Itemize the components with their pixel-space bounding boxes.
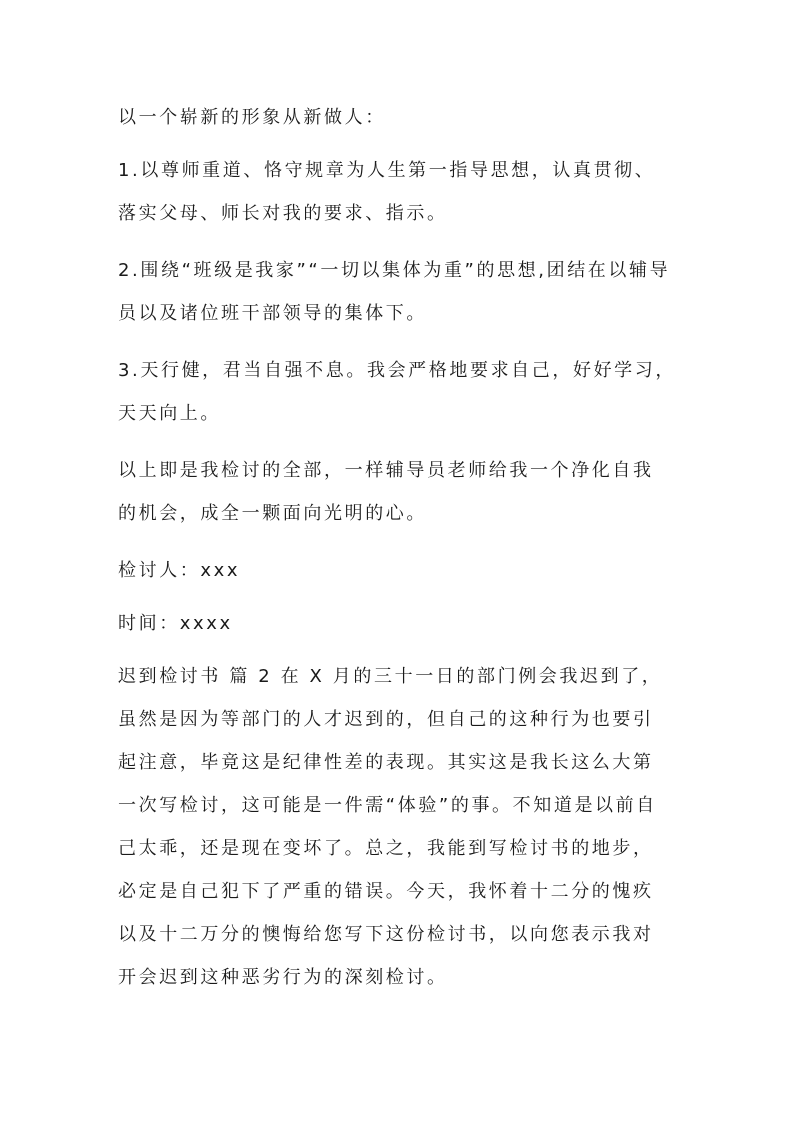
- text-line: 检讨人：xxx: [118, 560, 241, 581]
- text-line: 1.以尊师重道、恪守规章为人生第一指导思想，认真贯彻、: [118, 160, 656, 181]
- text-line: 2.围绕“班级是我家”“一切以集体为重”的思想,团结在以辅导: [118, 260, 671, 281]
- text-line: 天天向上。: [118, 403, 221, 424]
- text-line: 3.天行健，君当自强不息。我会严格地要求自己，好好学习，: [118, 360, 676, 381]
- item-2: [118, 249, 676, 335]
- signer: [118, 549, 676, 592]
- text-line: 必定是自己犯下了严重的错误。今天，我怀着十二分的愧疚: [118, 881, 654, 902]
- text-line: 以一个崭新的形象从新做人：: [118, 107, 386, 128]
- text-line: 员以及诸位班干部领导的集体下。: [118, 303, 427, 324]
- item-3: [118, 349, 676, 435]
- text-line: 虽然是因为等部门的人才迟到的，但自己的这种行为也要引: [118, 709, 654, 730]
- text-line: 的机会，成全一颗面向光明的心。: [118, 503, 427, 524]
- article-2: [118, 655, 676, 999]
- document-body: [118, 96, 676, 1013]
- item-1: [118, 149, 676, 235]
- conclusion: [118, 449, 676, 535]
- date: [118, 602, 676, 645]
- text-line: 起注意，毕竟这是纪律性差的表现。其实这是我长这么大第: [118, 752, 654, 773]
- text-line: 一次写检讨，这可能是一件需“体验”的事。不知道是以前自: [118, 795, 657, 816]
- text-line: 迟到检讨书 篇 2 在 X 月的三十一日的部门例会我迟到了，: [118, 666, 663, 687]
- text-line: 时间：xxxx: [118, 613, 233, 634]
- intro-line: [118, 96, 676, 139]
- text-line: 开会迟到这种恶劣行为的深刻检讨。: [118, 967, 448, 988]
- text-line: 落实父母、师长对我的要求、指示。: [118, 203, 448, 224]
- text-line: 己太乖，还是现在变坏了。总之，我能到写检讨书的地步，: [118, 838, 654, 859]
- text-line: 以上即是我检讨的全部，一样辅导员老师给我一个净化自我: [118, 460, 654, 481]
- text-line: 以及十二万分的懊悔给您写下这份检讨书，以向您表示我对: [118, 924, 654, 945]
